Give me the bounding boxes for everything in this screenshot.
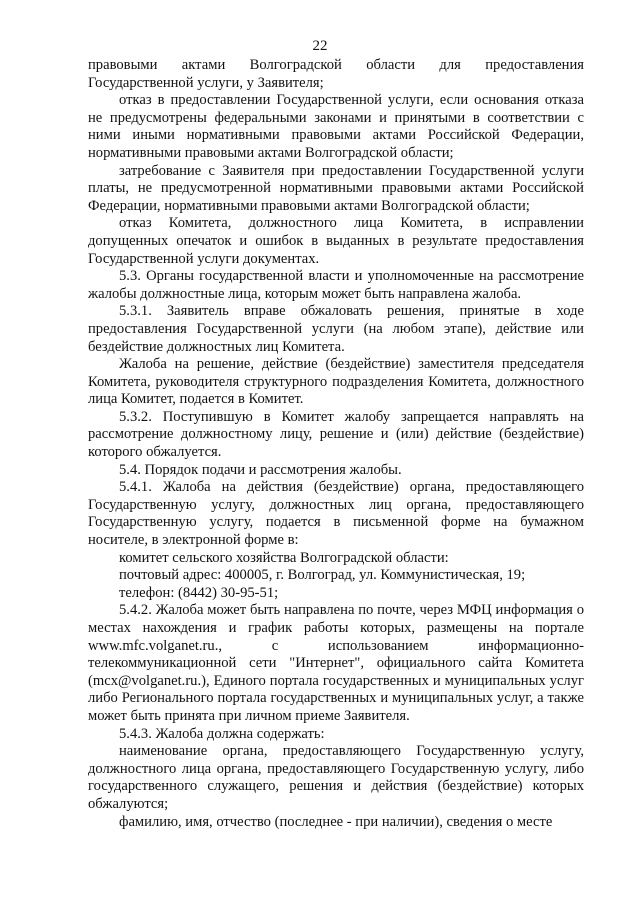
- section-5-3-2: 5.3.2. Поступившую в Комитет жалобу запрещается направлять на рассмотрение должностному лицу, решение и (или) действие (бездействие) которого обжалуется.: [88, 408, 584, 461]
- committee-name: комитет сельского хозяйства Волгоградской области:: [119, 549, 449, 566]
- section-5-4-2: 5.4.2. Жалоба может быть направлена по почте, через МФЦ информация о местах нахождения и график работы которых, размещены на портале www.mfc.volganet.ru., с использованием информационно-телекоммуникационной сети "Интернет", официального сайта Комитета (mcx@volganet.ru.), Единого портала государственных и муниципальных услуг либо Регионального портала государственных и муниципальных услуг, а также может быть принята при личном приеме Заявителя.: [88, 602, 584, 724]
- paragraph-organ-name: наименование органа, предоставляющего Государственную услугу, должностного лица органа, предоставляющего Государственную услугу, либо государственного служащего, решения и действия (бездействие) которых обжалуются;: [88, 743, 584, 812]
- paragraph-2: отказ в предоставлении Государственной услуги, если основания отказа не предусмотрены федеральными законами и принятыми в соответствии с ними иными нормативными правовыми актами Российской Федерации, нормативными правовыми актами Волгоградской области;: [88, 92, 584, 161]
- page-number: 22: [312, 38, 328, 54]
- paragraph-3: затребование с Заявителя при предоставлении Государственной услуги платы, не предусмотренной нормативными правовыми актами Российской Федерации, нормативными правовыми актами Волгоградской области;: [88, 162, 584, 214]
- paragraph-complaint-decision: Жалоба на решение, действие (бездействие) заместителя председателя Комитета, руководителя структурного подразделения Комитета, должностного лица Комитет, подается в Комитет.: [88, 356, 584, 408]
- section-5-4-3: 5.4.3. Жалоба должна содержать:: [119, 725, 325, 742]
- postal-address: почтовый адрес: 400005, г. Волгоград, ул. Коммунистическая, 19;: [119, 567, 526, 584]
- paragraph-fio: фамилию, имя, отчество (последнее - при наличии), сведения о месте: [119, 813, 553, 830]
- section-5-3-1: 5.3.1. Заявитель вправе обжаловать решения, принятые в ходе предоставления Государственной услуги (на любом этапе), действие или бездействие должностных лиц Комитета.: [88, 303, 584, 355]
- section-5-4: 5.4. Порядок подачи и рассмотрения жалобы.: [119, 461, 402, 478]
- paragraph-1: правовыми актами Волгоградской области для предоставления Государственной услуги, у Заявителя;: [88, 57, 584, 91]
- section-5-3: 5.3. Органы государственной власти и уполномоченные на рассмотрение жалобы должностные лица, которым может быть направлена жалоба.: [88, 268, 584, 302]
- phone-number: телефон: (8442) 30-95-51;: [119, 584, 279, 601]
- paragraph-4: отказ Комитета, должностного лица Комитета, в исправлении допущенных опечаток и ошибок в выданных в результате предоставления Государственной услуги документах.: [88, 215, 584, 267]
- document-body: [88, 57, 584, 831]
- section-5-4-1: 5.4.1. Жалоба на действия (бездействие) органа, предоставляющего Государственную услугу, должностных лиц органа, предоставляющего Государственную услугу, подается в письменной форме на бумажном носителе, в электронной форме в:: [88, 479, 584, 549]
